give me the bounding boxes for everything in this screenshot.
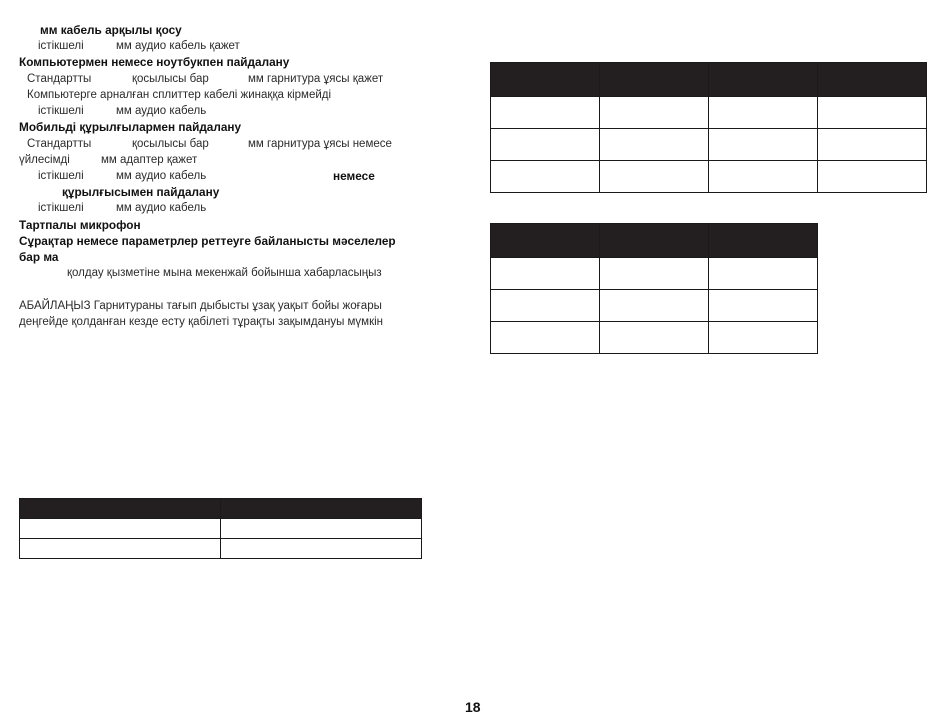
heading-retractable-mic: Тартпалы микрофон [19, 218, 141, 232]
table-cell [709, 161, 818, 193]
heading-questions-cont: бар ма [19, 250, 59, 264]
support-contact-text: қолдау қызметіне мына мекенжай бойынша хабарласыңыз [67, 267, 382, 279]
table-cell [221, 519, 422, 539]
table-header-cell [600, 63, 709, 97]
table-cell [600, 97, 709, 129]
table-cell [709, 322, 818, 354]
page-number: 18 [465, 699, 481, 715]
table-header-row [491, 63, 927, 97]
text-seg: мм аудио кабель [116, 170, 207, 182]
table-cell [491, 258, 600, 290]
heading-questions: Сұрақтар немесе параметрлер реттеуге байланысты мәселелер [19, 234, 396, 248]
warning-text-2: деңгейде қолданған кезде есту қабілеті тұрақты зақымдануы мүмкін [19, 316, 384, 328]
table-cell [709, 290, 818, 322]
text-seg: істікшелі [38, 170, 84, 182]
table-header-cell [491, 63, 600, 97]
table-cell [709, 258, 818, 290]
table-cell [491, 129, 600, 161]
text-seg: мм гарнитура ұясы қажет [248, 73, 384, 85]
table-cell [20, 519, 221, 539]
text-seg: мм аудио кабель [116, 202, 207, 214]
table-row [491, 290, 818, 322]
spec-table-middle [490, 223, 818, 354]
warning-text-1: АБАЙЛАҢЫЗ Гарнитураны тағып дыбысты ұзақ уақыт бойы жоғары [19, 300, 382, 312]
table-header-cell [221, 499, 422, 519]
spec-table-bottom [19, 498, 422, 559]
text-seg: немесе [333, 169, 375, 183]
text-seg: Стандартты [27, 73, 92, 85]
text-line: Компьютерге арналған сплиттер кабелі жинаққа кірмейді [27, 89, 332, 101]
table-cell [600, 322, 709, 354]
text-seg: істікшелі [38, 202, 84, 214]
text-line: құрылғысымен пайдалану [62, 185, 220, 199]
table-cell [600, 129, 709, 161]
table-cell [491, 161, 600, 193]
table-header-row [491, 224, 818, 258]
table-row [491, 161, 927, 193]
spec-table-top [490, 62, 927, 193]
table-header-cell [491, 224, 600, 258]
table-header-cell [20, 499, 221, 519]
table-row [491, 258, 818, 290]
table-cell [600, 161, 709, 193]
text-seg: Стандартты [27, 138, 92, 150]
text-seg: қосылысы бар [132, 73, 209, 85]
table-row [491, 129, 927, 161]
text-seg: мм аудио кабель қажет [116, 40, 240, 52]
table-row [491, 97, 927, 129]
text-seg: мм гарнитура ұясы немесе [248, 138, 392, 150]
table-cell [20, 539, 221, 559]
table-header-cell [709, 224, 818, 258]
text-seg: мм адаптер қажет [101, 154, 198, 166]
table-header-cell [600, 224, 709, 258]
heading-computer-use: Компьютермен немесе ноутбукпен пайдалану [19, 55, 290, 69]
table-cell [600, 258, 709, 290]
table-row [20, 519, 422, 539]
table-header-cell [709, 63, 818, 97]
table-row [491, 322, 818, 354]
table-cell [709, 97, 818, 129]
table-row [20, 539, 422, 559]
text-seg: мм аудио кабель [116, 105, 207, 117]
table-header-cell [818, 63, 927, 97]
text-seg: істікшелі [38, 105, 84, 117]
text-seg: істікшелі [38, 40, 84, 52]
table-cell [600, 290, 709, 322]
table-cell [818, 129, 927, 161]
table-cell [818, 161, 927, 193]
table-cell [491, 322, 600, 354]
text-seg: үйлесімді [19, 154, 70, 166]
table-cell [491, 290, 600, 322]
text-seg: қосылысы бар [132, 138, 209, 150]
section-title-cable: мм кабель арқылы қосу [40, 23, 182, 37]
table-cell [818, 97, 927, 129]
heading-mobile-use: Мобильді құрылғылармен пайдалану [19, 120, 242, 134]
table-cell [221, 539, 422, 559]
table-header-row [20, 499, 422, 519]
table-cell [491, 97, 600, 129]
table-cell [709, 129, 818, 161]
